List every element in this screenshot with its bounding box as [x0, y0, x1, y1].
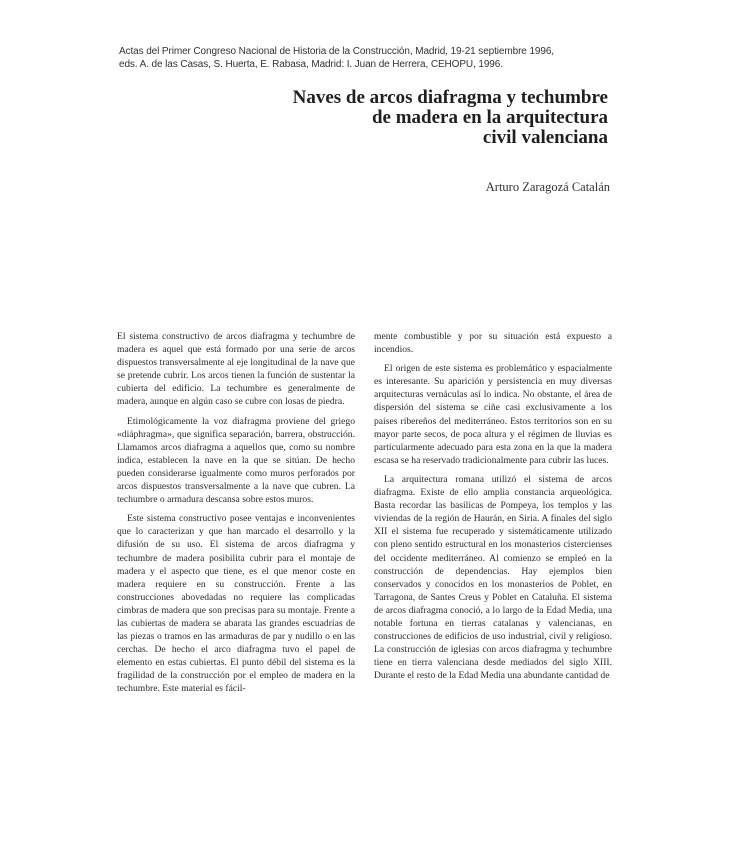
paragraph: La arquitectura romana utilizó el sistema de arcos diafragma. Existe de ello amplia constancia arqueológica. Basta recordar las basílicas de Pompeya, los templos y las viviendas de la región de Haurán, en Siria. A finales del siglo XII el sistema fue recuperado y sistemáticamente utilizado con pleno sentido estructural en los monasterios cistercienses del occidente mediterráneo. Al comienzo se empleó en la construcción de dependencias. Hay ejemplos bien conservados y conocidos en los monasterios de Poblet, en Tarragona, de Santes Creus y Poblet en Cataluña. El sistema de arcos diafragma conoció, a lo largo de la Edad Media, una notable fortuna en tierras catalanas y valencianas, en construcciones de edificios de uso industrial, civil y religioso. La construcción de iglesias con arcos diafragma y techumbre tiene en tierra valenciana desde mediados del siglo XIII. Durante el resto de la Edad Media una abundante cantidad de — [374, 473, 612, 682]
body-column-right — [374, 330, 612, 688]
article-title — [188, 88, 608, 148]
title-line-1: Naves de arcos diafragma y techumbre — [292, 87, 608, 108]
paragraph: Etimológicamente la voz diafragma proviene del griego «diáphragma», que significa separación, barrera, obstrucción. Llamamos arcos diafragma a aquellos que, como su nombre indica, establecen la nave en la que se sitúan. De hecho pueden considerarse igualmente como muros perforados por arcos dispuestos transversalmente a la nave que cubren. La techumbre o armadura descansa sobre estos muros. — [117, 415, 355, 506]
paragraph: El sistema constructivo de arcos diafragma y techumbre de madera es aquel que está formado por una serie de arcos dispuestos transversalmente al eje longitudinal de la nave que se pretende cubrir. Los arcos tienen la función de sustentar la cubierta del edificio. La techumbre es generalmente de madera, aunque en algún caso se cubre con losas de piedra. — [117, 331, 355, 408]
title-line-3: civil valenciana — [482, 127, 608, 148]
paragraph: Este sistema constructivo posee ventajas e inconvenientes que lo caracterizan y que han marcado el desarrollo y la difusión de su uso. El sistema de arcos diafragma y techumbre de madera posibilita cubrir para el montaje de madera y el aspecto que tiene, es el que menor coste en madera requiere en su construcción. Frente a las construcciones abovedadas no requiere las complicadas cimbras de madera que son precisas para su montaje. Frente a las cubiertas de madera se abarata las grandes escuadrías de las piezas o tramos en las armaduras de par y nudillo o en las cerchas. De hecho el arco diafragma tuvo el papel de elemento en estas cubiertas. El punto débil del sistema es la fragilidad de la construcción por el empleo de madera en la techumbre. Este material es fácil- — [117, 513, 355, 695]
citation-line-2: eds. A. de las Casas, S. Huerta, E. Rabasa, Madrid: I. Juan de Herrera, CEHOPU, 1996. — [119, 59, 503, 70]
author-name: Arturo Zaragozá Catalán — [485, 180, 610, 194]
body-column-left — [117, 330, 355, 702]
paragraph: mente combustible y por su situación está expuesto a incendios. — [374, 331, 612, 356]
citation-line-1: Actas del Primer Congreso Nacional de Historia de la Construcción, Madrid, 19-21 septiembre 1996, — [119, 46, 554, 57]
paragraph: El origen de este sistema es problemático y espacialmente es interesante. Su aparición y persistencia en muy diversas arquitecturas vernáculas así lo indica. No obstante, el área de dispersión del sistema se ciñe casi exclusivamente a los países ribereños del mediterráneo. Estos territorios son en su mayor parte secos, de poca altura y el régimen de lluvias es particularmente adecuado para esta zona en la que la madera escasa se ha reservado tradicionalmente para cubrir las luces. — [374, 363, 612, 466]
title-line-2: de madera en la arquitectura — [371, 107, 608, 128]
proceedings-citation — [119, 45, 639, 71]
